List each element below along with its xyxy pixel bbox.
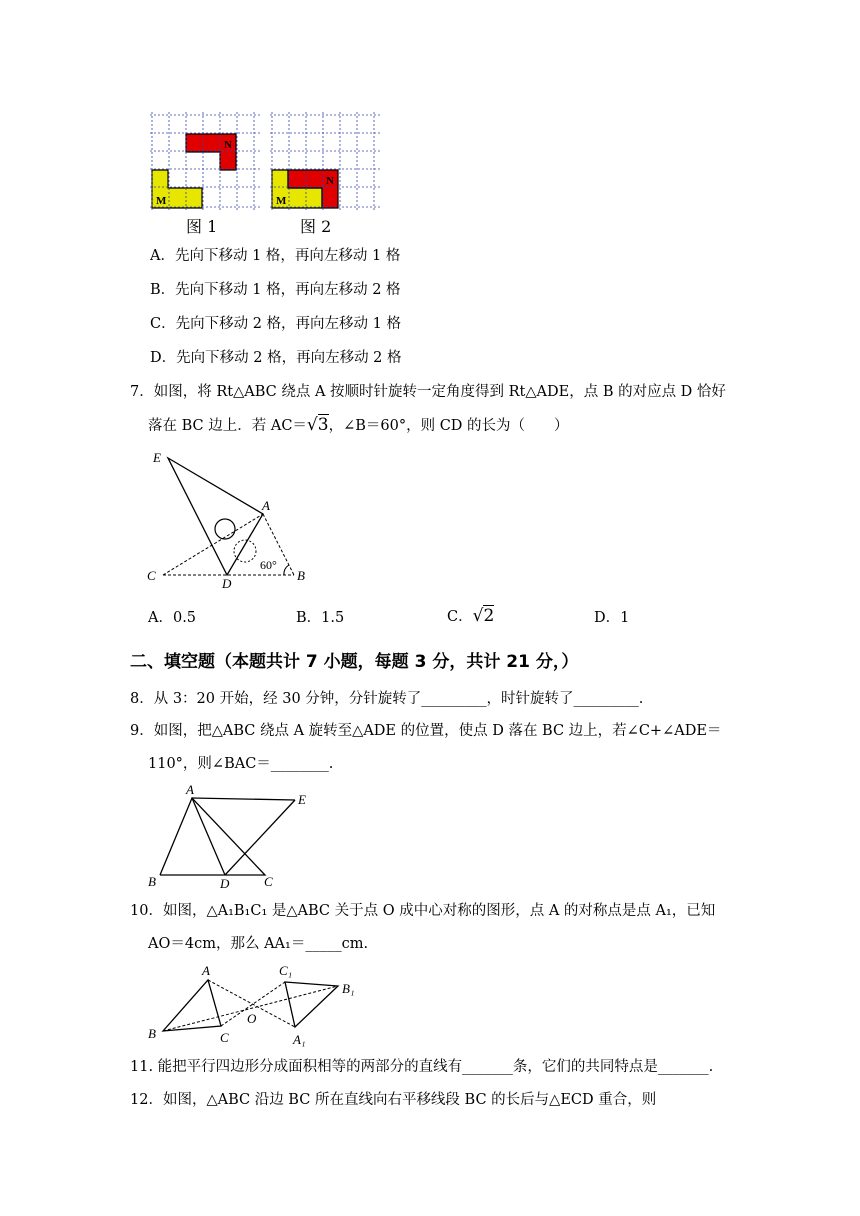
fig2-label-m: M [276,195,287,207]
q10-label-c1: C₁ [279,963,293,978]
q6-figure-2 [270,112,380,212]
q9-label-d: D [220,876,230,891]
q10-label-b1: B₁ [342,981,355,996]
q7-line-2b: ，∠B＝60°，则 CD 的长为（ ） [328,418,569,434]
q7-figure [145,448,315,588]
q10-label-a: A [202,963,210,978]
q6-figure-1-caption: 图 1 [186,217,218,236]
fig2-label-n: N [326,175,334,187]
q7-option-b: B．1.5 [296,610,345,626]
q7-option-d: D．1 [594,610,630,626]
q7-label-e: E [153,450,161,465]
q7-option-a: A．0.5 [148,610,197,626]
q9-figure [145,782,325,892]
q7-label-d: D [222,576,232,588]
q9-label-a: A [186,782,194,797]
q9-label-b: B [148,874,156,889]
q7-label-c: C [147,568,156,583]
q7-label-a: A [262,498,270,513]
q9-label-e: E [298,792,306,807]
q10-label-o: O [247,1011,257,1026]
q7-label-angle: 60° [260,558,277,572]
section-2-title: 二、填空题（本题共计 7 小题，每题 3 分，共计 21 分，） [130,652,579,672]
q7-line-2a: 落在 BC 边上．若 AC＝ [148,418,307,434]
q7-line-2 [148,415,569,436]
q7-option-c: C．√2 [447,606,495,626]
fig1-label-n: N [224,139,232,151]
q6-option-c: C．先向下移动 2 格，再向左移动 1 格 [150,316,401,332]
q6-figure-1 [150,112,260,212]
q10-label-a1: A₁ [293,1032,306,1047]
q6-figure-2-caption: 图 2 [300,217,332,236]
q10-line-2: AO＝4cm，那么 AA₁＝_____cm. [148,936,369,952]
q6-option-a: A．先向下移动 1 格，再向左移动 1 格 [150,248,401,264]
q10-label-b: B [148,1026,156,1041]
q9-line-2: 110°，则∠BAC＝________. [148,756,334,772]
q6-option-d: D．先向下移动 2 格，再向左移动 2 格 [150,350,402,366]
q10-figure [145,960,370,1048]
q8-text: 8．从 3：20 开始，经 30 分钟，分针旋转了_________，时针旋转了_________. [130,691,644,707]
q10-label-c: C [220,1030,229,1045]
q10-line-1: 10．如图，△A₁B₁C₁ 是△ABC 关于点 O 成中心对称的图形，点 A 的对称点是点 A₁，已知 [130,903,716,919]
q7-line-1: 7．如图，将 Rt△ABC 绕点 A 按顺时针旋转一定角度得到 Rt△ADE，点 B 的对应点 D 恰好 [130,384,726,400]
q9-line-1: 9．如图，把△ABC 绕点 A 旋转至△ADE 的位置，使点 D 落在 BC 边上，若∠C+∠ADE＝ [130,723,722,739]
q6-option-b: B．先向下移动 1 格，再向左移动 2 格 [150,282,401,298]
q7-label-b: B [297,568,305,583]
q11-text: 11. 能把平行四边形分成面积相等的两部分的直线有_______条，它们的共同特点是_______. [130,1059,714,1075]
fig1-label-m: M [156,195,167,207]
q12-text: 12．如图，△ABC 沿边 BC 所在直线向右平移线段 BC 的长后与△ECD 重合，则 [130,1092,657,1108]
q7-sqrt: √3 [306,415,329,435]
q9-label-c: C [264,874,273,889]
